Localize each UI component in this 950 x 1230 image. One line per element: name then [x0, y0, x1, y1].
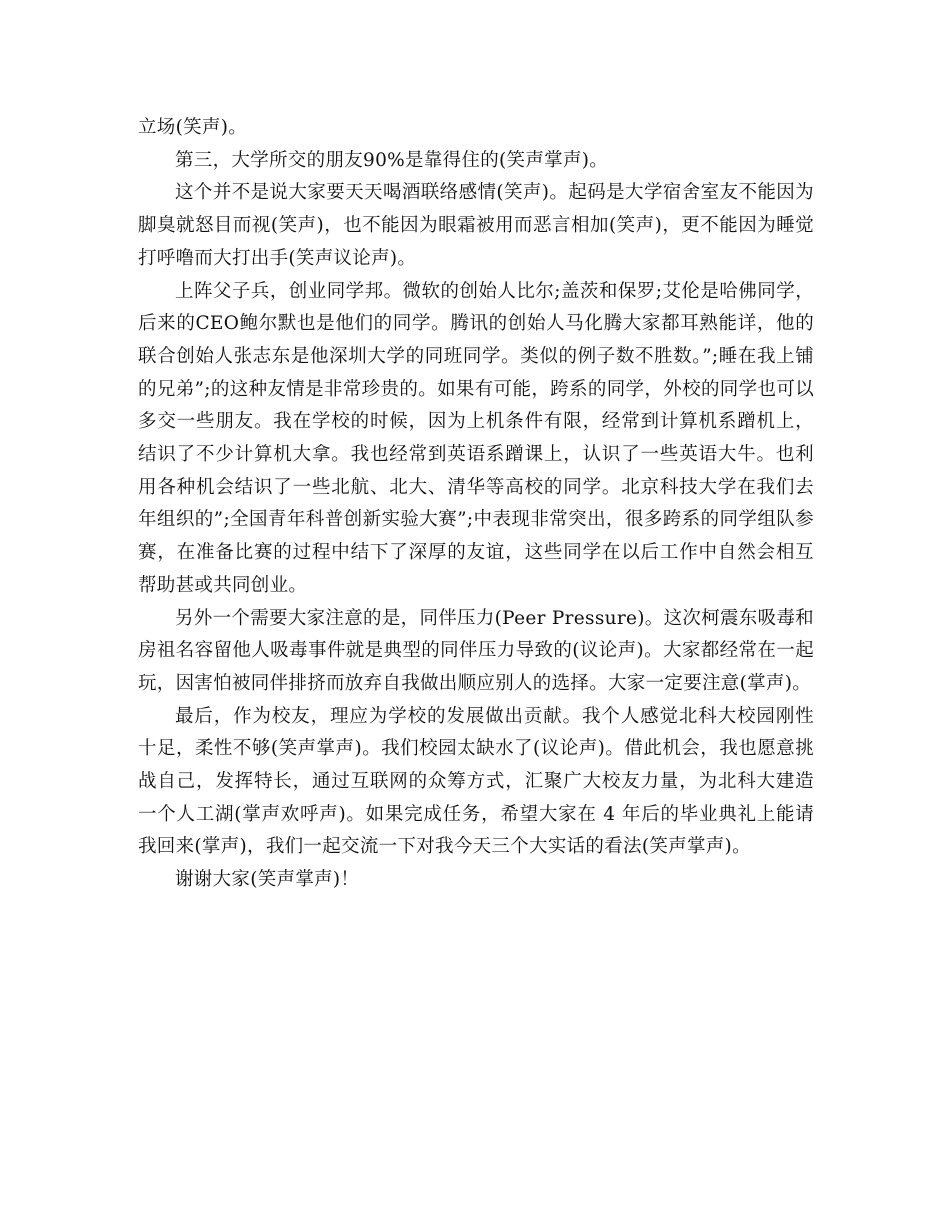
document-page: [138, 112, 814, 897]
paragraph-peer-pressure: 另外一个需要大家注意的是，同伴压力(Peer Pressure)。这次柯震东吸毒和房祖名容留他人吸毒事件就是典型的同伴压力导致的(议论声)。大家都经常在一起玩，因害怕被同伴排挤而放弃自我做出顺应别人的选择。大家一定要注意(掌声)。: [138, 607, 814, 694]
paragraph-roommates: 这个并不是说大家要天天喝酒联络感情(笑声)。起码是大学宿舍室友不能因为脚臭就怒目而视(笑声)，也不能因为眼霜被用而恶言相加(笑声)，更不能因为睡觉打呼噜而大打出手(笑声议论声)。: [138, 182, 814, 269]
paragraph-continuation: 立场(笑声)。: [138, 117, 248, 138]
paragraph-thanks: 谢谢大家(笑声掌声)！: [175, 869, 360, 891]
paragraph-third-point: 第三，大学所交的朋友90%是靠得住的(笑声掌声)。: [175, 149, 609, 171]
paragraph-classmates-startups: 上阵父子兵，创业同学邦。微软的创始人比尔;盖茨和保罗;艾伦是哈佛同学，后来的CEO鲍尔默也是他们的同学。腾讯的创始人马化腾大家都耳熟能详，他的联合创始人张志东是他深圳大学的同班同学。类似的例子数不胜数。”;睡在我上铺的兄弟”;的这种友情是非常珍贵的。如果有可能，跨系的同学，外校的同学也可以多交一些朋友。我在学校的时候，因为上机条件有限，经常到计算机系蹭机上，结识了不少计算机大拿。我也经常到英语系蹭课上，认识了一些英语大牛。也利用各种机会结识了一些北航、北大、清华等高校的同学。北京科技大学在我们去年组织的”;全国青年科普创新实验大赛”;中表现非常突出，很多跨系的同学组队参赛，在准备比赛的过程中结下了深厚的友谊，这些同学在以后工作中自然会相互帮助甚或共同创业。: [138, 280, 814, 596]
paragraph-contribution: 最后，作为校友，理应为学校的发展做出贡献。我个人感觉北科大校园刚性十足，柔性不够(笑声掌声)。我们校园太缺水了(议论声)。借此机会，我也愿意挑战自己，发挥特长，通过互联网的众筹方式，汇聚广大校友力量，为北科大建造一个人工湖(掌声欢呼声)。如果完成任务，希望大家在 4 年后的毕业典礼上能请我回来(掌声)，我们一起交流一下对我今天三个大实话的看法(笑声掌声)。: [138, 705, 814, 858]
